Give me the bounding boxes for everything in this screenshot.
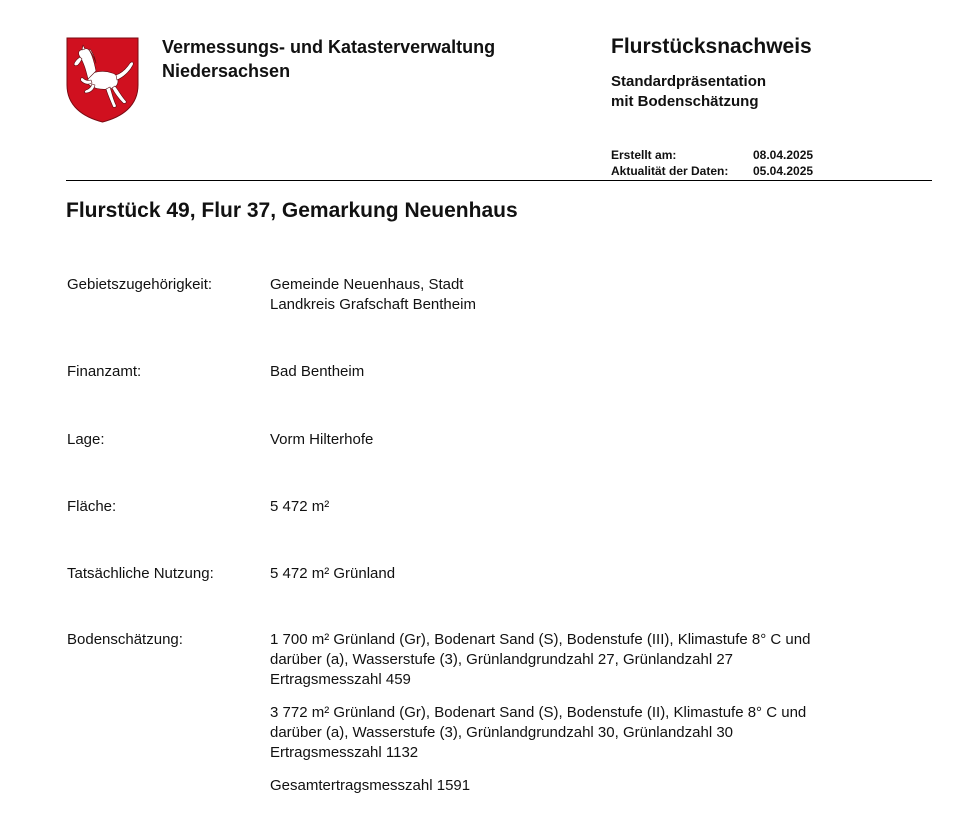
header-divider xyxy=(66,180,932,181)
soil-entry2-line1: 3 772 m² Grünland (Gr), Bodenart Sand (S), Bodenstufe (II), Klimastufe 8° C und xyxy=(270,704,807,721)
lower-saxony-horse-crest-icon xyxy=(66,37,139,123)
document-subtitle xyxy=(611,72,766,112)
document-title: Flurstücksnachweis xyxy=(611,35,812,58)
territory-municipality: Gemeinde Neuenhaus, Stadt xyxy=(270,276,464,293)
area-value: 5 472 m² xyxy=(270,498,330,515)
parcel-heading: Flurstück 49, Flur 37, Gemarkung Neuenhaus xyxy=(66,199,518,222)
territory-label: Gebietszugehörigkeit: xyxy=(67,276,213,293)
soil-entry1-line2: darüber (a), Wasserstufe (3), Grünlandgrundzahl 27, Grünlandzahl 27 xyxy=(270,651,734,668)
soil-assessment-entry xyxy=(270,703,910,763)
soil-entry1-line3: Ertragsmesszahl 459 xyxy=(270,671,411,688)
data-currency-label: Aktualität der Daten: xyxy=(611,164,729,178)
data-currency-date: 05.04.2025 xyxy=(753,164,814,178)
actual-use-label: Tatsächliche Nutzung: xyxy=(67,565,214,582)
soil-entry1-line1: 1 700 m² Grünland (Gr), Bodenart Sand (S), Bodenstufe (III), Klimastufe 8° C und xyxy=(270,631,811,648)
tax-office-value: Bad Bentheim xyxy=(270,363,365,380)
created-label: Erstellt am: xyxy=(611,148,677,162)
issuing-authority xyxy=(162,35,495,83)
soil-assessment-value xyxy=(270,630,910,809)
data-currency-row xyxy=(611,163,813,179)
location-label: Lage: xyxy=(67,431,105,448)
tax-office-label: Finanzamt: xyxy=(67,363,142,380)
authority-name-line1: Vermessungs- und Katasterverwaltung xyxy=(162,37,496,57)
created-row xyxy=(611,147,813,163)
soil-entry2-line2: darüber (a), Wasserstufe (3), Grünlandgrundzahl 30, Grünlandzahl 30 xyxy=(270,724,734,741)
location-value: Vorm Hilterhofe xyxy=(270,431,374,448)
soil-assessment-total: Gesamtertragsmesszahl 1591 xyxy=(270,777,471,794)
soil-entry2-line3: Ertragsmesszahl 1132 xyxy=(270,744,419,761)
subtitle-line2: mit Bodenschätzung xyxy=(611,93,759,110)
area-label: Fläche: xyxy=(67,498,117,515)
actual-use-value: 5 472 m² Grünland xyxy=(270,565,396,582)
soil-assessment-label: Bodenschätzung: xyxy=(67,631,183,648)
document-metadata xyxy=(611,147,813,179)
territory-district: Landkreis Grafschaft Bentheim xyxy=(270,296,476,313)
soil-assessment-entry xyxy=(270,630,910,690)
authority-name-line2: Niedersachsen xyxy=(162,61,291,81)
subtitle-line1: Standardpräsentation xyxy=(611,73,767,90)
created-date: 08.04.2025 xyxy=(753,148,814,162)
territory-value xyxy=(270,275,910,315)
